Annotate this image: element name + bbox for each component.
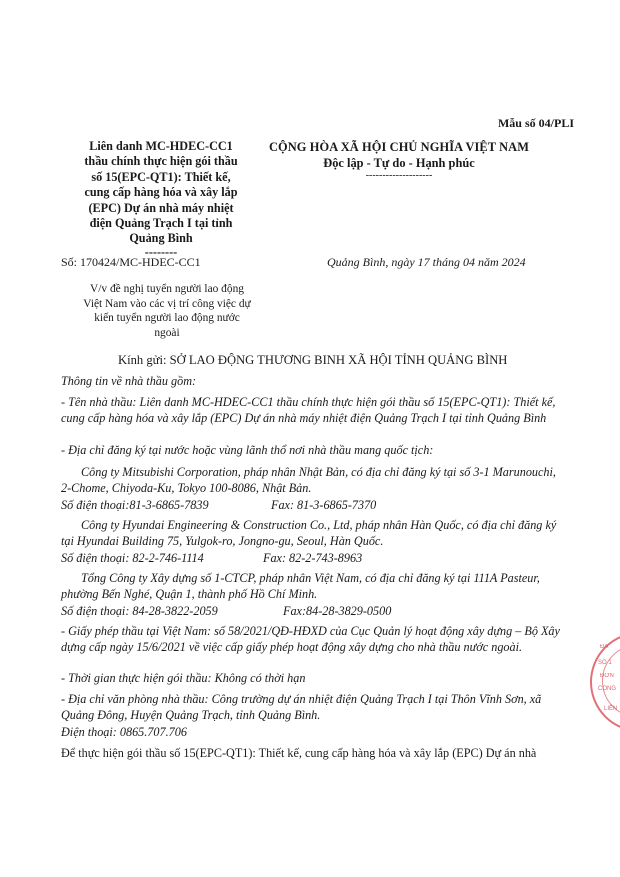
contractor-header-line: điện Quảng Trạch I tại tỉnh [89,216,233,231]
header-divider: -------- [144,244,178,259]
contractor-header-line: Liên danh MC-HDEC-CC1 [89,139,233,153]
contractor-info-label: Thông tin về nhà thầu gồm: [61,374,197,388]
contractor-name: - Tên nhà thầu: Liên danh MC-HDEC-CC1 thầu chính thực hiện gói thầu số 15(EPC-QT1): Thiết kế, cung cấp hàng hóa và xây lắp (EPC) Dự án nhà máy nhiệt điện Quảng Trạch I tại tỉnh Quảng Bình [61,395,556,425]
document-number: Số: 170424/MC-HDEC-CC1 [61,255,201,269]
mitsubishi-address: Công ty Mitsubishi Corporation, pháp nhân Nhật Bản, có địa chỉ đăng ký tại số 3-1 Marunouchi, 2-Chome, Chiyoda-Ku, Tokyo 100-8086, Nhật Bản. [61,465,556,495]
subject-line: kiến tuyển người lao động nước [94,312,240,325]
contractor-header-line: cung cấp hàng hóa và xây lắp [84,185,238,200]
contractor-header-line: số 15(EPC-QT1): Thiết kế, [91,169,231,184]
form-number: Mẫu số 04/PLI [497,116,574,130]
recipient: Kính gửi: SỞ LAO ĐỘNG THƯƠNG BINH XÃ HỘI TỈNH QUẢNG BÌNH [118,353,508,367]
stamp-text: CÔNG [598,686,616,692]
national-header [258,139,540,181]
stamp-text: SỐ 1 [598,660,612,666]
mitsubishi-phone: Số điện thoại:81-3-6865-7839 [61,498,209,512]
office-address: - Địa chỉ văn phòng nhà thầu: Công trường dự án nhiệt điện Quảng Trạch I tại Thôn Vĩnh Sơn, xã Quảng Đông, Huyện Quảng Trạch, tỉnh Quảng Bình. [61,692,542,722]
subject [58,282,276,340]
mitsubishi-fax: Fax: 81-3-6865-7370 [271,498,377,512]
hyundai-fax: Fax: 82-2-743-8963 [263,551,363,565]
contractor-header [58,139,264,257]
cc1-fax: Fax:84-28-3829-0500 [283,604,392,618]
address-label: - Địa chỉ đăng ký tại nước hoặc vùng lãnh thổ nơi nhà thầu mang quốc tịch: [61,443,434,457]
contractor-header-line: Quảng Bình [129,231,193,246]
stamp-text: ĐA [600,644,609,650]
contractor-header-line: (EPC) Dự án nhà máy nhiệt [88,200,234,215]
stamp-text: LIÊN [604,706,618,712]
national-motto: Độc lập - Tự do - Hạnh phúc [323,156,475,170]
stamp-text: ĐƠN [600,673,614,679]
place-date: Quảng Bình, ngày 17 tháng 04 năm 2024 [327,255,526,269]
duration-info: - Thời gian thực hiện gói thầu: Không có thời hạn [61,671,306,685]
closing-paragraph: Để thực hiện gói thầu số 15(EPC-QT1): Thiết kế, cung cấp hàng hóa và xây lắp (EPC) Dự án nhà [61,746,537,760]
subject-line: ngoài [154,326,180,339]
subject-line: V/v đề nghị tuyển người lao động [90,283,244,295]
license-info: - Giấy phép thầu tại Việt Nam: số 58/2021/QĐ-HĐXD của Cục Quản lý hoạt động xây dựng – Bộ Xây dựng cấp ngày 15/6/2021 về việc cấp giấy phép hoạt động xây dựng cho nhà thầu nước ngoài. [61,624,560,654]
hyundai-phone: Số điện thoại: 82-2-746-1114 [61,551,204,565]
hyundai-contact [61,550,561,566]
subject-line: Việt Nam vào các vị trí công việc dự [83,297,251,310]
contractor-header-line: thầu chính thực hiện gói thầu [84,154,238,169]
country-name: CỘNG HÒA XÃ HỘI CHỦ NGHĨA VIỆT NAM [268,140,530,154]
hyundai-address: Công ty Hyundai Engineering & Construction Co., Ltd, pháp nhân Hàn Quốc, có địa chỉ đăng ký tại Hyundai Building 75, Yulgok-ro, Jongno-gu, Seoul, Hàn Quốc. [61,518,557,548]
cc1-phone: Số điện thoại: 84-28-3822-2059 [61,604,218,618]
cc1-contact [61,603,561,619]
mitsubishi-contact [61,497,561,513]
motto-divider: -------------------- [365,170,433,181]
office-phone: Điện thoại: 0865.707.706 [61,725,187,739]
cc1-address: Tổng Công ty Xây dựng số 1-CTCP, pháp nhân Việt Nam, có địa chỉ đăng ký tại 111A Pasteur, phường Bến Nghé, Quận 1, thành phố Hồ Chí Minh. [61,571,540,601]
